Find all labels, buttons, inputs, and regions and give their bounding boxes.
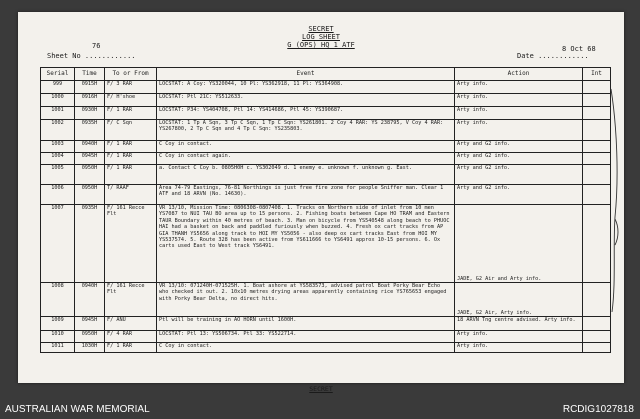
time-cell: 0940H <box>75 141 105 153</box>
int-cell <box>583 343 611 353</box>
table-row <box>41 165 611 185</box>
event-cell: C Coy in contact. <box>157 141 455 153</box>
action-cell: Arty and G2 info. <box>455 153 583 165</box>
classification-footer: SECRET <box>309 385 333 393</box>
event-cell: VR 13/10, Mission Time: 0806308-0807408. 1. Tracks on Northern side of inlet from 10 men YS7087 to NUI TAU BO area up to 15 persons. 2. Fishing boats between Cape HO TRAM and Eastern TAUR Boundary within 40 metres of beach. 3. Man on bicycle from YS540548 along beach to PHUOC HAI had a basket on back and paddled furiously when buzzed. 4. Fresh ox cart tracks from AP GIA THANH YS5656 along track to HOI MY YS5056 - also deep ox cart tracks East from HOI MY YS537574. 5. Route 328 has been active from YS611666 to YS6491 approx 10-15 persons. 6. Ox carts used East to West track YS6491. <box>157 205 455 283</box>
action-cell: Arty and G2 info. <box>455 185 583 205</box>
date-value: 8 Oct 68 <box>562 45 596 53</box>
action-cell: JADE, G2 Air, Arty info. <box>455 283 583 317</box>
table-row <box>41 185 611 205</box>
date-label: Date ............ <box>517 52 589 60</box>
handwritten-bracket-mark <box>607 87 623 317</box>
event-cell: VR 13/10: 071240H-071525H. 1. Boat ashore at YS583573, advised patrol Boat Porky Bear Echo who checked it out. 2. 10x10 metres drying areas apparently containing rice YS765653 engaged with Porky Bear Delta, no direct hits. <box>157 283 455 317</box>
table-row <box>41 141 611 153</box>
table-row <box>41 205 611 283</box>
action-cell: Arty and G2 info. <box>455 141 583 153</box>
time-cell: 1030H <box>75 343 105 353</box>
event-cell: C Coy in contact. <box>157 343 455 353</box>
from-cell: F/ 4 RAR <box>105 331 157 343</box>
from-cell: F/ 161 Recce Flt <box>105 205 157 283</box>
record-id-caption: RCDIG1027818 <box>562 404 634 415</box>
event-cell: LOCSTAT: 1 Tp A Sqn, 3 Tp C Sqn, 1 Tp C Sqn: YS261801. 2 Coy 4 RAR: YS 238795, V Coy 4 RAR: YS267800, 2 Tp C Sqn and 4 Tp C Sqn: YS235803. <box>157 120 455 141</box>
int-cell <box>583 317 611 331</box>
table-row <box>41 331 611 343</box>
action-cell: Arty info. <box>455 94 583 107</box>
from-cell: F/ 3 RAR <box>105 81 157 94</box>
table-row <box>41 343 611 353</box>
table-row <box>41 94 611 107</box>
from-cell: F/ 1 RAR <box>105 165 157 185</box>
action-cell: Arty info. <box>455 81 583 94</box>
event-cell: LOCSTAT: Ptl 21C: YS512633. <box>157 94 455 107</box>
col-header-serial: Serial <box>41 68 75 81</box>
action-cell: 18 ARVN Tng centre advised. Arty info. <box>455 317 583 331</box>
int-cell <box>583 331 611 343</box>
serial-cell: 1010 <box>41 331 75 343</box>
action-cell: Arty info. <box>455 120 583 141</box>
from-cell: F/ 1 RAR <box>105 153 157 165</box>
from-cell: F/ ANU <box>105 317 157 331</box>
serial-cell: 1004 <box>41 153 75 165</box>
time-cell: 0915H <box>75 81 105 94</box>
action-cell: Arty info. <box>455 331 583 343</box>
table-row <box>41 153 611 165</box>
from-cell: T/ RAAF <box>105 185 157 205</box>
sheet-no-value: 76 <box>92 42 101 50</box>
time-cell: 0940H <box>75 283 105 317</box>
serial-cell: 1003 <box>41 141 75 153</box>
event-cell: C Coy in contact again. <box>157 153 455 165</box>
serial-cell: 1009 <box>41 317 75 331</box>
serial-cell: 1000 <box>41 94 75 107</box>
table-row <box>41 120 611 141</box>
event-cell: a. Contact C Coy b. 0805H0H c. YS302049 d. 1 enemy e. unknown f. unknown g. East. <box>157 165 455 185</box>
event-cell: LOCSTAT: P34: YS404708, Ptl 14: YS414686, Ptl 45: YS390687. <box>157 107 455 120</box>
event-cell: Ptl will be training in AO HORN until 1600H. <box>157 317 455 331</box>
from-cell: F/ 161 Recce Flt <box>105 283 157 317</box>
event-cell: LOCSTAT: Ptl 13: YS506734. Ptl 33: YS522714. <box>157 331 455 343</box>
action-cell: JADE, G2 Air and Arty info. <box>455 205 583 283</box>
serial-cell: 1011 <box>41 343 75 353</box>
from-cell: F/ 1 RAR <box>105 141 157 153</box>
event-cell: Area 74-79 Eastings, 76-81 Northings is just free fire zone for people Sniffer man. Clear 1 ATF and 18 ARVN (No. 14630). <box>157 185 455 205</box>
time-cell: 0950H <box>75 165 105 185</box>
time-cell: 0950H <box>75 185 105 205</box>
from-cell: F/ C Sqn <box>105 120 157 141</box>
table-row <box>41 107 611 120</box>
classification-header: SECRET <box>308 25 334 33</box>
col-header-time: Time <box>75 68 105 81</box>
time-cell: 0945H <box>75 153 105 165</box>
serial-cell: 1007 <box>41 205 75 283</box>
col-header-action: Action <box>455 68 583 81</box>
serial-cell: 1008 <box>41 283 75 317</box>
serial-cell: 1001 <box>41 107 75 120</box>
log-sheet-page <box>18 12 624 393</box>
action-cell: Arty info. <box>455 343 583 353</box>
table-row <box>41 317 611 331</box>
log-sheet-title: LOG SHEET <box>302 33 340 41</box>
time-cell: 0950H <box>75 331 105 343</box>
from-cell: F/ 1 RAR <box>105 343 157 353</box>
time-cell: 0930H <box>75 107 105 120</box>
col-header-event: Event <box>157 68 455 81</box>
from-cell: F/ H'shoe <box>105 94 157 107</box>
serial-cell: 999 <box>41 81 75 94</box>
table-header-row <box>41 68 611 81</box>
sheet-no-label: Sheet No ............ <box>47 52 136 60</box>
col-header-to-or-from: To or From <box>105 68 157 81</box>
serial-cell: 1002 <box>41 120 75 141</box>
time-cell: 0935H <box>75 205 105 283</box>
time-cell: 0945H <box>75 317 105 331</box>
serial-cell: 1006 <box>41 185 75 205</box>
unit-heading: G (OPS) HQ 1 ATF <box>287 41 355 49</box>
serial-cell: 1005 <box>41 165 75 185</box>
action-cell: Arty and G2 info. <box>455 165 583 185</box>
log-table <box>40 67 611 353</box>
archive-caption: AUSTRALIAN WAR MEMORIAL <box>5 404 150 415</box>
table-row <box>41 81 611 94</box>
event-cell: LOCSTAT: A Coy: YS320044, 10 Pl: YS362918, 11 Pl: YS364908. <box>157 81 455 94</box>
table-row <box>41 283 611 317</box>
col-header-int: Int <box>583 68 611 81</box>
time-cell: 0916H <box>75 94 105 107</box>
from-cell: F/ 1 RAR <box>105 107 157 120</box>
time-cell: 0935H <box>75 120 105 141</box>
action-cell: Arty info. <box>455 107 583 120</box>
